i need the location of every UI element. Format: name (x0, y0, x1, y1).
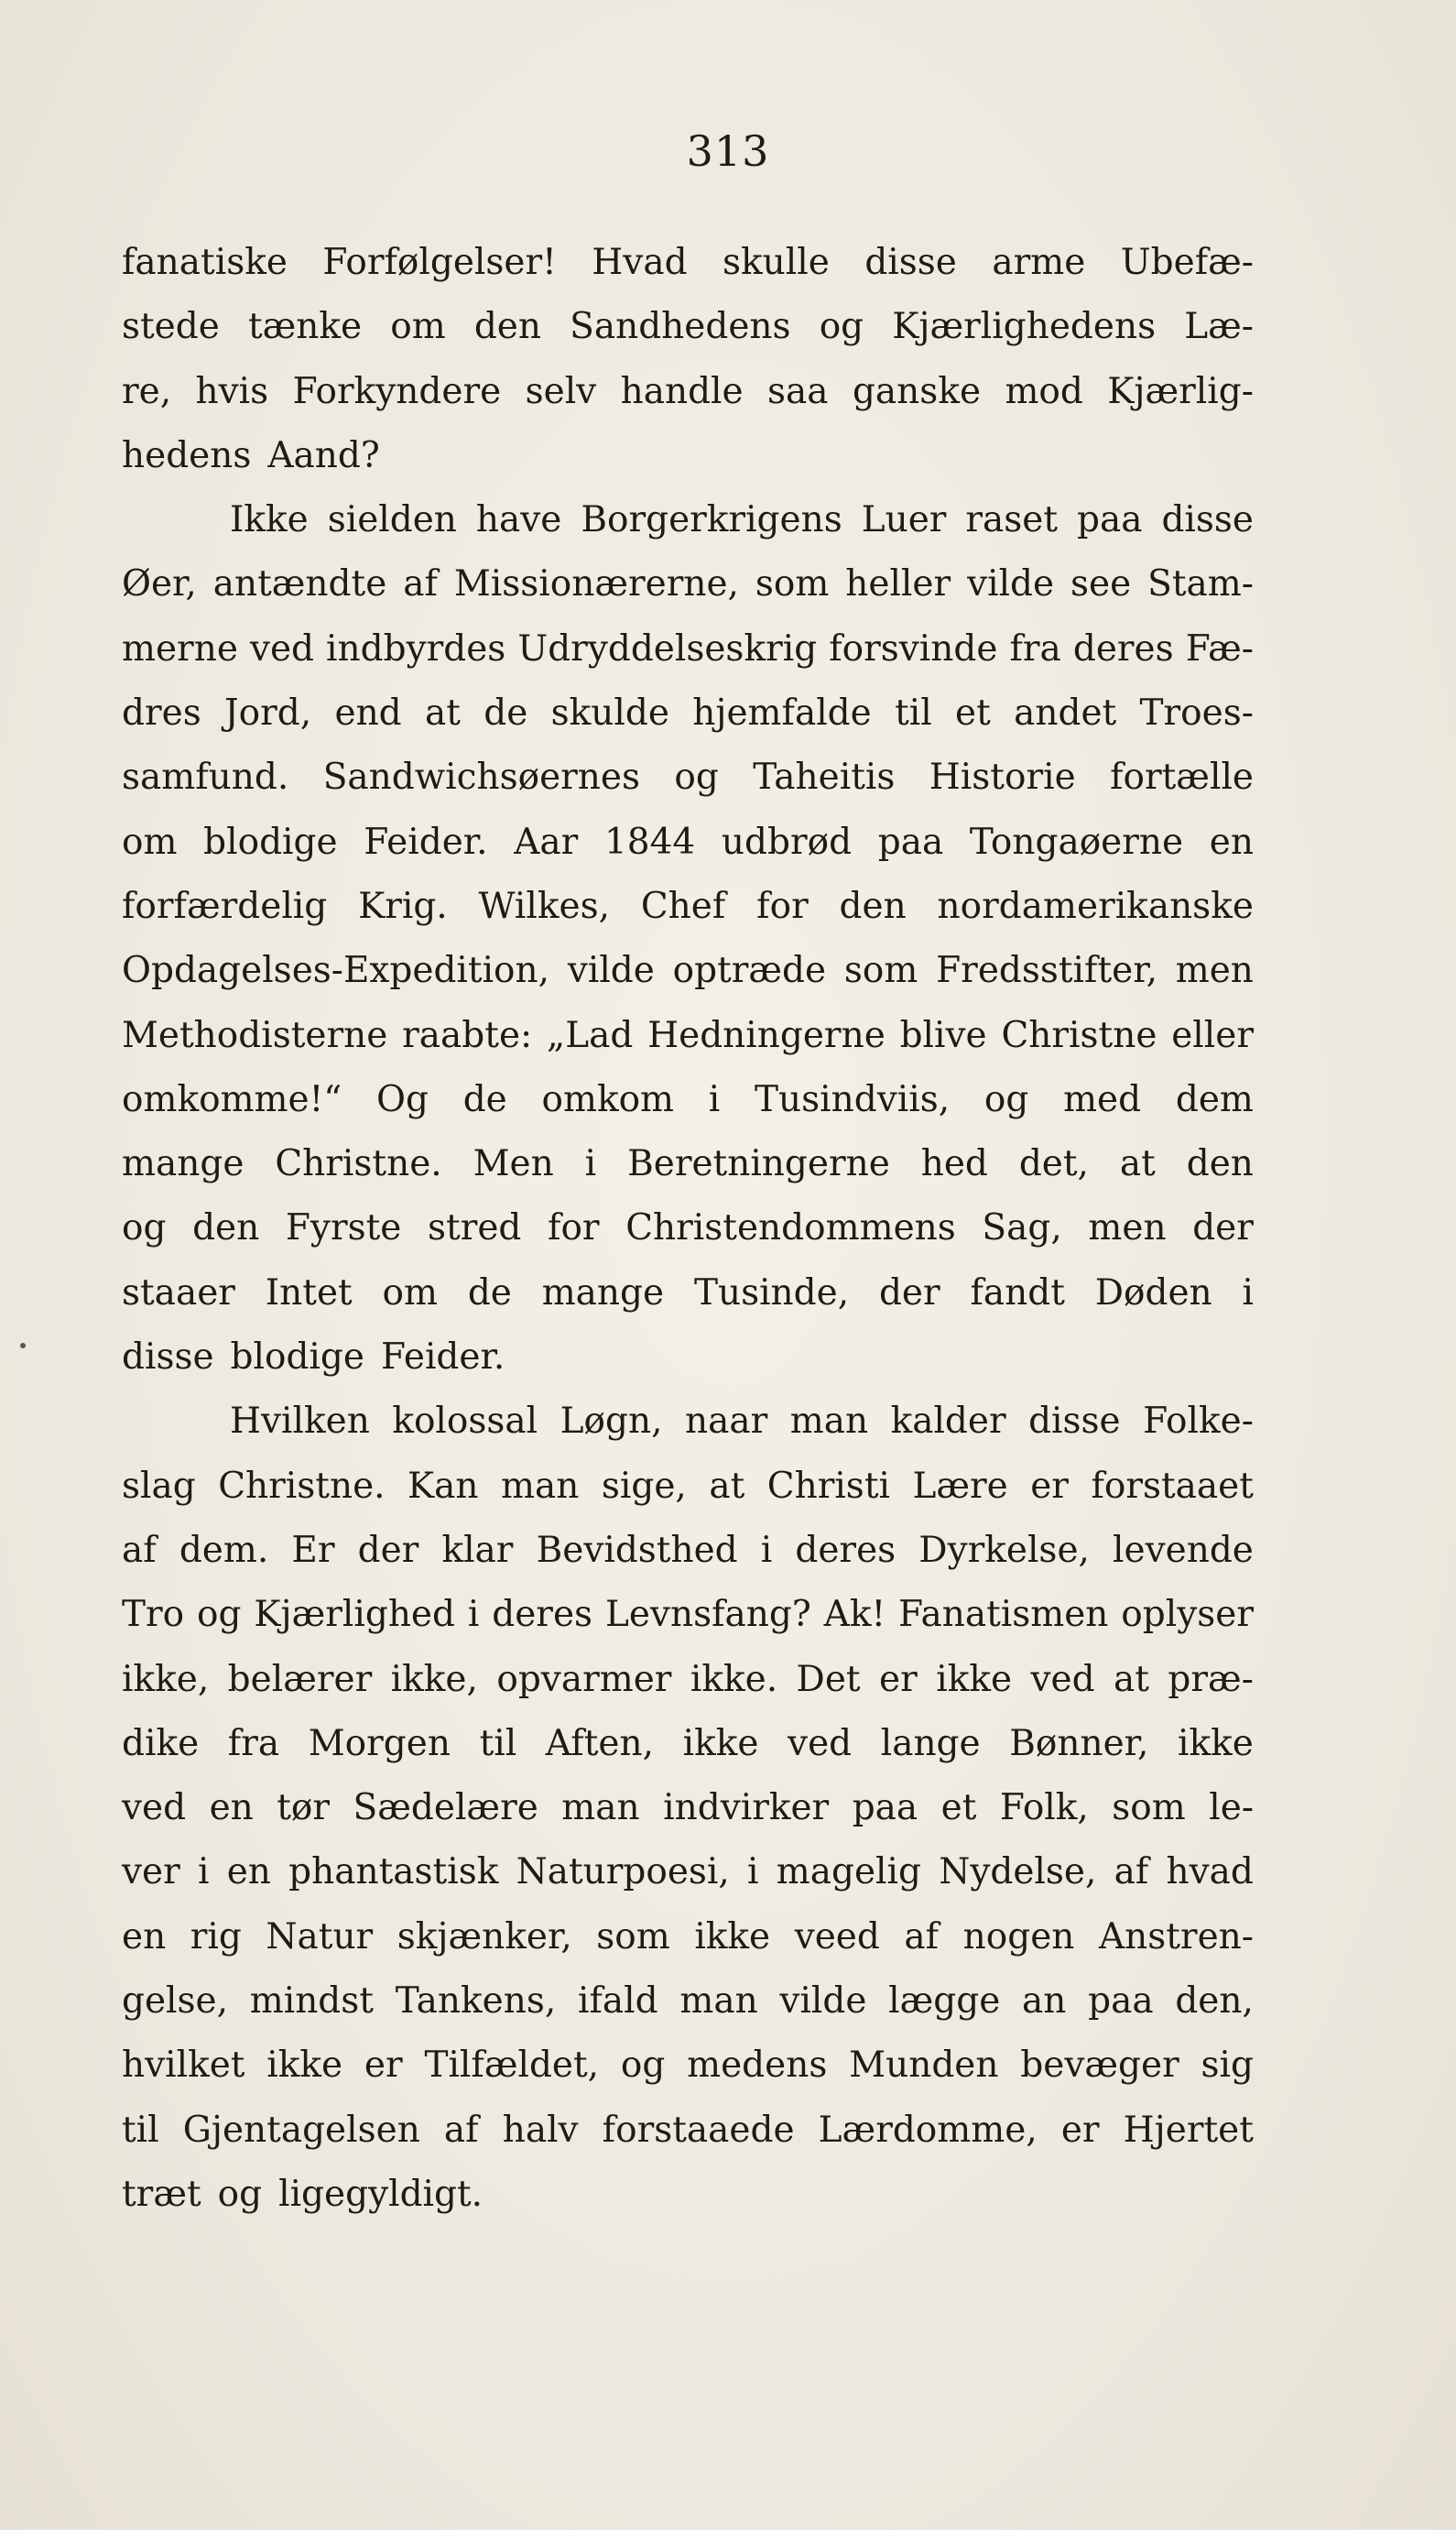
word: forstaaet (1091, 1465, 1254, 1507)
word: stede (122, 306, 220, 348)
word: halv (502, 2109, 579, 2151)
word: end (334, 692, 402, 735)
word: en (1209, 821, 1254, 863)
word: træt (122, 2173, 201, 2215)
word: lange (880, 1722, 981, 1764)
word: men (1088, 1207, 1167, 1249)
word: Borgerkrigens (581, 499, 842, 541)
word: Ubefæ- (1120, 242, 1254, 283)
word: levende (1113, 1529, 1254, 1571)
word: Taheitis (753, 757, 896, 799)
word: Hedningerne (647, 1014, 886, 1056)
word: Intet (265, 1271, 353, 1314)
text-line (122, 682, 1254, 746)
word: skjænker, (397, 1915, 572, 1957)
text-line (122, 1455, 1254, 1519)
word: Munden (849, 2045, 999, 2087)
text-line (122, 746, 1254, 810)
word: ikke (266, 2045, 343, 2087)
body-text (122, 231, 1254, 2227)
word: hjemfalde (692, 692, 872, 735)
word: at (1114, 1658, 1149, 1700)
word: Kan (407, 1465, 479, 1507)
word: en (122, 1915, 167, 1957)
word: mange (541, 1271, 665, 1314)
word: Aand? (267, 434, 380, 476)
word: Forkyndere (292, 370, 502, 412)
word: med (1063, 1078, 1142, 1120)
word: bevæger (1020, 2045, 1179, 2087)
word: merne (122, 627, 238, 670)
word: heller (845, 563, 951, 605)
word: disse (864, 242, 957, 283)
word: dem (1175, 1078, 1254, 1120)
text-line (122, 811, 1254, 875)
word: Christi (766, 1465, 890, 1507)
word: blodige (203, 821, 338, 863)
word: ganske (852, 370, 982, 412)
word: Fanatismen (898, 1594, 1109, 1636)
word: veed (794, 1915, 880, 1957)
word: og (197, 1594, 242, 1636)
word: saa (767, 370, 829, 412)
word: sig (1201, 2045, 1254, 2087)
word: selv (525, 370, 597, 412)
word: raabte: (402, 1014, 533, 1056)
word: deres (795, 1529, 896, 1571)
word: af (403, 563, 438, 605)
word: disse (122, 1336, 214, 1379)
word: blive (899, 1014, 987, 1056)
word: af (122, 1529, 157, 1571)
text-line (122, 1068, 1254, 1132)
word: Feider. (364, 821, 488, 863)
word: Missionærerne, (453, 563, 739, 605)
word: rig (190, 1915, 242, 1957)
word: ikke (694, 1915, 771, 1957)
text-line (122, 1583, 1254, 1647)
word: ved (249, 627, 315, 670)
text-line (122, 1519, 1254, 1583)
word: antændte (212, 563, 387, 605)
word: er (364, 2045, 403, 2087)
word: i (708, 1078, 721, 1120)
word: Christne. (275, 1143, 442, 1185)
word: at (709, 1465, 745, 1507)
word: et (940, 1787, 977, 1829)
word: mange (122, 1143, 244, 1185)
word: Natur (266, 1915, 374, 1957)
word: ifald (578, 1980, 658, 2023)
word: i (467, 1594, 480, 1636)
word: der (357, 1529, 419, 1571)
word: Men (473, 1143, 554, 1185)
word: Troes- (1139, 692, 1254, 735)
word: Wilkes, (478, 885, 611, 927)
word: Bevidsthed (536, 1529, 738, 1571)
word: slag (122, 1465, 196, 1507)
word: den (839, 885, 907, 927)
word: Feider. (380, 1336, 505, 1379)
word: i (584, 1143, 597, 1185)
text-line (122, 875, 1254, 939)
word: er (879, 1658, 918, 1700)
text-line (122, 2034, 1254, 2098)
word: paa (1077, 499, 1143, 541)
word: fandt (970, 1271, 1065, 1314)
word: nordamerikanske (937, 885, 1254, 927)
word: disse (1161, 499, 1254, 541)
text-line (122, 552, 1254, 616)
word: Er (291, 1529, 335, 1571)
word: Levnsfang? (604, 1594, 811, 1636)
word: kolossal (392, 1401, 538, 1443)
word: Tusinde, (693, 1271, 850, 1314)
word: hedens (122, 434, 252, 476)
text-line (122, 1969, 1254, 2034)
word: Kjærlighedens (892, 306, 1157, 348)
word: Anstren- (1098, 1915, 1254, 1957)
word: præ- (1168, 1658, 1254, 1700)
word: skulde (550, 692, 669, 735)
word: ved (788, 1722, 853, 1764)
word: og (620, 2045, 666, 2087)
word: Luer (861, 499, 947, 541)
word: hvilket (122, 2045, 245, 2087)
word: Tro (122, 1594, 185, 1636)
text-line (122, 1905, 1254, 1969)
word: klar (441, 1529, 514, 1571)
word: deres (492, 1594, 593, 1636)
text-line (122, 1261, 1254, 1325)
word: Historie (929, 757, 1076, 799)
text-line (122, 1390, 1254, 1454)
word: Kjærlighed (254, 1594, 455, 1636)
word: af (1114, 1851, 1149, 1893)
word: Forfølgelser! (322, 242, 557, 283)
word: Hvilken (230, 1401, 370, 1443)
word: Lærdomme, (818, 2109, 1038, 2151)
word: Folke- (1143, 1401, 1254, 1443)
word: om (390, 306, 446, 348)
word: men (1175, 950, 1254, 992)
word: fra (227, 1722, 280, 1764)
word: Krig. (358, 885, 448, 927)
word: man (501, 1465, 580, 1507)
word: Og (375, 1078, 429, 1120)
word: sielden (327, 499, 457, 541)
word: ikke, (390, 1658, 478, 1700)
word: Tankens, (395, 1980, 557, 2023)
word: som (755, 563, 830, 605)
word: opvarmer (496, 1658, 672, 1700)
word: og (217, 2173, 263, 2215)
word: og (674, 757, 719, 799)
word: de (467, 1271, 512, 1314)
word: blodige (230, 1336, 364, 1379)
word: for (548, 1207, 600, 1249)
word: Løgn, (560, 1401, 663, 1443)
text-line (122, 1325, 1254, 1390)
word: have (475, 499, 562, 541)
word: at (1119, 1143, 1156, 1185)
word: den (1186, 1143, 1254, 1185)
word: paa (852, 1787, 918, 1829)
word: Hvad (592, 242, 688, 283)
word: Gjentagelsen (182, 2109, 420, 2151)
word: det, (1018, 1143, 1089, 1185)
word: de (462, 1078, 507, 1120)
word: Læ- (1184, 306, 1254, 348)
word: udbrød (721, 821, 853, 863)
word: Folk, (999, 1787, 1089, 1829)
word: forsvinde (829, 627, 998, 670)
word: forstaaede (602, 2109, 795, 2151)
word: i (747, 1851, 759, 1893)
word: hvad (1166, 1851, 1254, 1893)
word: Sandhedens (570, 306, 791, 348)
text-line (122, 1196, 1254, 1260)
word: medens (687, 2045, 828, 2087)
word: arme (992, 242, 1086, 283)
word: indvirker (663, 1787, 830, 1829)
word: ved (1030, 1658, 1095, 1700)
word: Døden (1094, 1271, 1212, 1314)
word: man (561, 1787, 640, 1829)
word: fortælle (1110, 757, 1254, 799)
text-line (122, 231, 1254, 295)
word: paa (1088, 1980, 1154, 2023)
word: phantastisk (288, 1851, 499, 1893)
word: man (679, 1980, 758, 2023)
word: der (1192, 1207, 1254, 1249)
text-line (122, 1712, 1254, 1776)
word: Aften, (545, 1722, 654, 1764)
word: an (1022, 1980, 1067, 2023)
word: vilde (567, 950, 655, 992)
word: stred (428, 1207, 522, 1249)
word: mod (1005, 370, 1083, 412)
word: Udryddelseskrig (517, 627, 818, 670)
paper-speck (20, 1343, 26, 1348)
word: der (878, 1271, 940, 1314)
word: den, (1175, 1980, 1254, 2023)
text-line (122, 2099, 1254, 2163)
word: Sædelære (353, 1787, 538, 1829)
word: Lære (912, 1465, 1008, 1507)
word: Sandwichsøernes (322, 757, 640, 799)
word: fanatiske (122, 242, 288, 283)
word: Det (796, 1658, 861, 1700)
word: ikke (1178, 1722, 1254, 1764)
word: ver (122, 1851, 180, 1893)
word: om (382, 1271, 438, 1314)
text-line (122, 1004, 1254, 1068)
word: forfærdelig (122, 885, 328, 927)
word: hvis (195, 370, 269, 412)
word: og (983, 1078, 1029, 1120)
word: Beretningerne (627, 1143, 890, 1185)
word: Ikke (230, 499, 309, 541)
word: i (1242, 1271, 1254, 1314)
word: dres (122, 692, 201, 735)
word: den (192, 1207, 260, 1249)
word: disse (1028, 1401, 1121, 1443)
word: skulle (723, 242, 830, 283)
word: tør (277, 1787, 331, 1829)
word: de (484, 692, 528, 735)
word: Christendommens (625, 1207, 956, 1249)
word: oplyser (1121, 1594, 1254, 1636)
word: vilde (779, 1980, 867, 2023)
word: den (473, 306, 541, 348)
word: Tusindviis, (755, 1078, 951, 1120)
word: le- (1209, 1787, 1254, 1829)
word: paa (877, 821, 944, 863)
word: vilde (967, 563, 1055, 605)
word: at (424, 692, 461, 735)
word: Christne. (218, 1465, 386, 1507)
word: staaer (122, 1271, 235, 1314)
word: Chef (640, 885, 726, 927)
text-line (122, 295, 1254, 359)
word: Fyrste (285, 1207, 402, 1249)
word: som (843, 950, 918, 992)
word: 1844 (603, 821, 696, 863)
word: tænke (247, 306, 363, 348)
word: til (895, 692, 932, 735)
word: som (1112, 1787, 1186, 1829)
word: ikke. (690, 1658, 778, 1700)
word: eller (1171, 1014, 1254, 1056)
word: raset (965, 499, 1059, 541)
word: Fredsstifter, (936, 950, 1157, 992)
text-line (122, 1132, 1254, 1196)
text-line (122, 488, 1254, 552)
word: Bønner, (1009, 1722, 1149, 1764)
word: af (443, 2109, 479, 2151)
word: ikke (682, 1722, 759, 1764)
word: andet (1014, 692, 1117, 735)
word: til (122, 2109, 159, 2151)
text-line (122, 2163, 1254, 2227)
word: ikke (936, 1658, 1013, 1700)
word: i (760, 1529, 773, 1571)
word: mindst (249, 1980, 374, 2023)
text-line (122, 424, 1254, 488)
word: dike (122, 1722, 200, 1764)
text-line (122, 617, 1254, 682)
word: Sag, (982, 1207, 1062, 1249)
word: see (1070, 563, 1132, 605)
word: magelig (776, 1851, 921, 1893)
word: sige, (601, 1465, 687, 1507)
word: Christne (1001, 1014, 1157, 1056)
word: belærer (227, 1658, 373, 1700)
word: hed (920, 1143, 988, 1185)
word: re, (122, 370, 172, 412)
word: optræde (672, 950, 827, 992)
word: „Lad (546, 1014, 634, 1056)
word: Opdagelses-Expedition, (122, 950, 550, 992)
word: gelse, (122, 1980, 229, 2023)
word: ved (122, 1787, 187, 1829)
word: Tilfældet, (424, 2045, 600, 2087)
word: Fæ- (1185, 627, 1254, 670)
word: handle (620, 370, 744, 412)
word: Øer, (122, 563, 197, 605)
word: i (198, 1851, 210, 1893)
word: fra (1009, 627, 1061, 670)
word: Hjertet (1123, 2109, 1254, 2151)
word: Tongaøerne (969, 821, 1184, 863)
word: kalder (890, 1401, 1006, 1443)
word: en (226, 1851, 271, 1893)
text-line (122, 939, 1254, 1003)
word: Ak! (823, 1594, 886, 1636)
word: som (596, 1915, 670, 1957)
word: Methodisterne (122, 1014, 388, 1056)
word: Jord, (224, 692, 312, 735)
word: er (1030, 1465, 1069, 1507)
page-number: 313 (686, 126, 770, 176)
word: Stam- (1147, 563, 1254, 605)
word: Dyrkelse, (918, 1529, 1090, 1571)
word: omkom (541, 1078, 675, 1120)
word: og (122, 1207, 167, 1249)
word: deres (1072, 627, 1174, 670)
word: dem. (179, 1529, 269, 1571)
text-line (122, 360, 1254, 424)
word: af (904, 1915, 940, 1957)
word: indbyrdes (326, 627, 506, 670)
word: til (479, 1722, 517, 1764)
word: et (955, 692, 991, 735)
word: naar (684, 1401, 768, 1443)
text-line (122, 1776, 1254, 1840)
word: Nydelse, (939, 1851, 1097, 1893)
word: ikke, (122, 1658, 210, 1700)
word: Morgen (308, 1722, 451, 1764)
word: og (819, 306, 864, 348)
word: Aar (514, 821, 579, 863)
word: for (756, 885, 809, 927)
text-line (122, 1840, 1254, 1904)
word: om (122, 821, 178, 863)
word: ligegyldigt. (278, 2173, 484, 2215)
word: man (789, 1401, 869, 1443)
word: Naturpoesi, (516, 1851, 730, 1893)
word: Kjærlig- (1107, 370, 1254, 412)
word: samfund. (122, 757, 289, 799)
word: omkomme!“ (122, 1078, 342, 1120)
word: er (1060, 2109, 1100, 2151)
text-line (122, 1648, 1254, 1712)
word: nogen (962, 1915, 1075, 1957)
word: lægge (888, 1980, 1001, 2023)
word: en (209, 1787, 254, 1829)
